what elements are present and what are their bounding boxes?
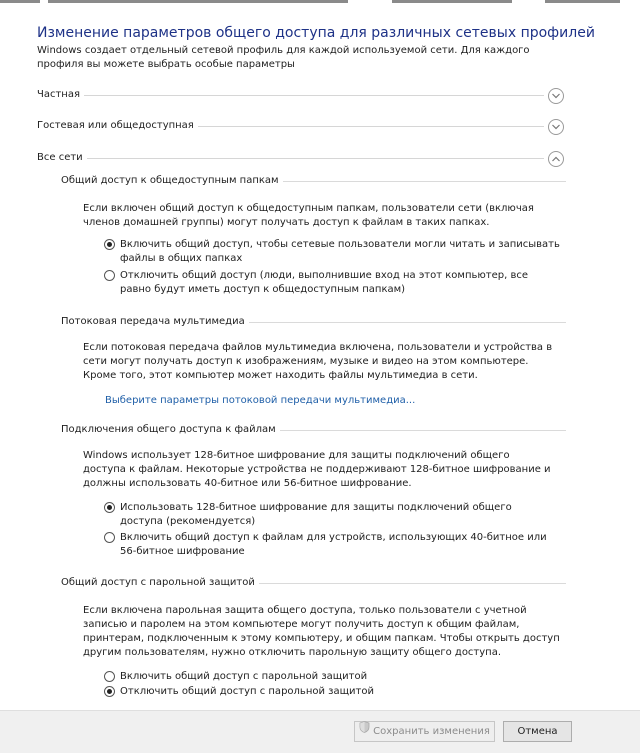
profile-guest[interactable]: [37, 119, 597, 135]
footer-bar: [0, 710, 640, 753]
profile-private-label: Частная: [37, 88, 84, 102]
file-sharing-heading-text: Подключения общего доступа к файлам: [61, 423, 280, 437]
password-sharing-heading: [61, 576, 566, 590]
public-folders-description: Если включен общий доступ к общедоступным папкам, пользователи сети (включая членов домашней группы) могут получать доступ к файлам в таких папках.: [83, 203, 534, 228]
file-sharing-heading: [61, 423, 566, 437]
media-streaming-description: Если потоковая передача файлов мультимедиа включена, пользователи и устройства в сети могут получать доступ к изображениям, музыке и видео на этом компьютере. Кроме того, этот компьютер может находить файлы мультимедиа в сети.: [83, 342, 553, 381]
password-sharing-description: Если включена парольная защита общего доступа, только пользователи с учетной записью и паролем на этом компьютере могут получить доступ к общим файлам, принтерам, подключенным к этому компьютеру, и общим папкам. Чтобы открыть доступ другим пользователям, нужно отключить парольную защиту общего доступа.: [83, 605, 560, 658]
radio-button[interactable]: [104, 270, 115, 281]
file-sharing-option-40-56bit-label: Включить общий доступ к файлам для устройств, использующих 40-битное или 56-битное шифрование: [120, 532, 547, 557]
public-folders-option-enable-label: Включить общий доступ, чтобы сетевые пользователи могли читать и записывать файлы в общих папках: [120, 239, 560, 264]
chevron-down-icon[interactable]: [548, 119, 564, 135]
page-title: Изменение параметров общего доступа для различных сетевых профилей: [37, 25, 595, 41]
page-description: Windows создает отдельный сетевой профиль для каждой используемой сети. Для каждого профиля вы можете выбрать особые параметры: [37, 45, 530, 70]
password-sharing-option-enable-label: Включить общий доступ с парольной защитой: [120, 671, 368, 682]
profile-all-networks-label: Все сети: [37, 151, 87, 165]
media-streaming-options-link[interactable]: Выберите параметры потоковой передачи мультимедиа...: [105, 395, 416, 406]
password-sharing-heading-text: Общий доступ с парольной защитой: [61, 576, 259, 590]
radio-button-checked[interactable]: [104, 502, 115, 513]
window-top-edge: [0, 0, 640, 5]
public-folders-option-disable-label: Отключить общий доступ (люди, выполнившие вход на этот компьютер, все равно будут иметь доступ к общедоступным папкам): [120, 270, 529, 295]
public-folders-heading: [61, 174, 566, 188]
file-sharing-option-128bit-label: Использовать 128-битное шифрование для защиты подключений общего доступа (рекомендуется): [120, 502, 512, 527]
profile-guest-label: Гостевая или общедоступная: [37, 119, 198, 133]
chevron-up-icon[interactable]: [548, 151, 564, 167]
media-streaming-heading: [61, 315, 566, 329]
profile-private[interactable]: [37, 88, 597, 104]
media-streaming-heading-text: Потоковая передача мультимедиа: [61, 315, 249, 329]
radio-button-checked[interactable]: [104, 686, 115, 697]
password-sharing-option-disable-label: Отключить общий доступ с парольной защитой: [120, 686, 374, 697]
save-changes-button[interactable]: [354, 721, 495, 742]
radio-button-checked[interactable]: [104, 239, 115, 250]
shield-icon: [359, 721, 370, 740]
save-changes-button-label: Сохранить изменения: [373, 726, 490, 737]
radio-button[interactable]: [104, 671, 115, 682]
profile-all-networks[interactable]: [37, 151, 597, 167]
radio-button[interactable]: [104, 532, 115, 543]
cancel-button[interactable]: Отмена: [503, 721, 572, 742]
public-folders-heading-text: Общий доступ к общедоступным папкам: [61, 174, 283, 188]
file-sharing-description: Windows использует 128-битное шифрование для защиты подключений общего доступа к файлам. Некоторые устройства не поддерживают 128-битное шифрование и должны использовать 40-битное или 56-битное шифрование.: [83, 450, 551, 489]
chevron-down-icon[interactable]: [548, 88, 564, 104]
